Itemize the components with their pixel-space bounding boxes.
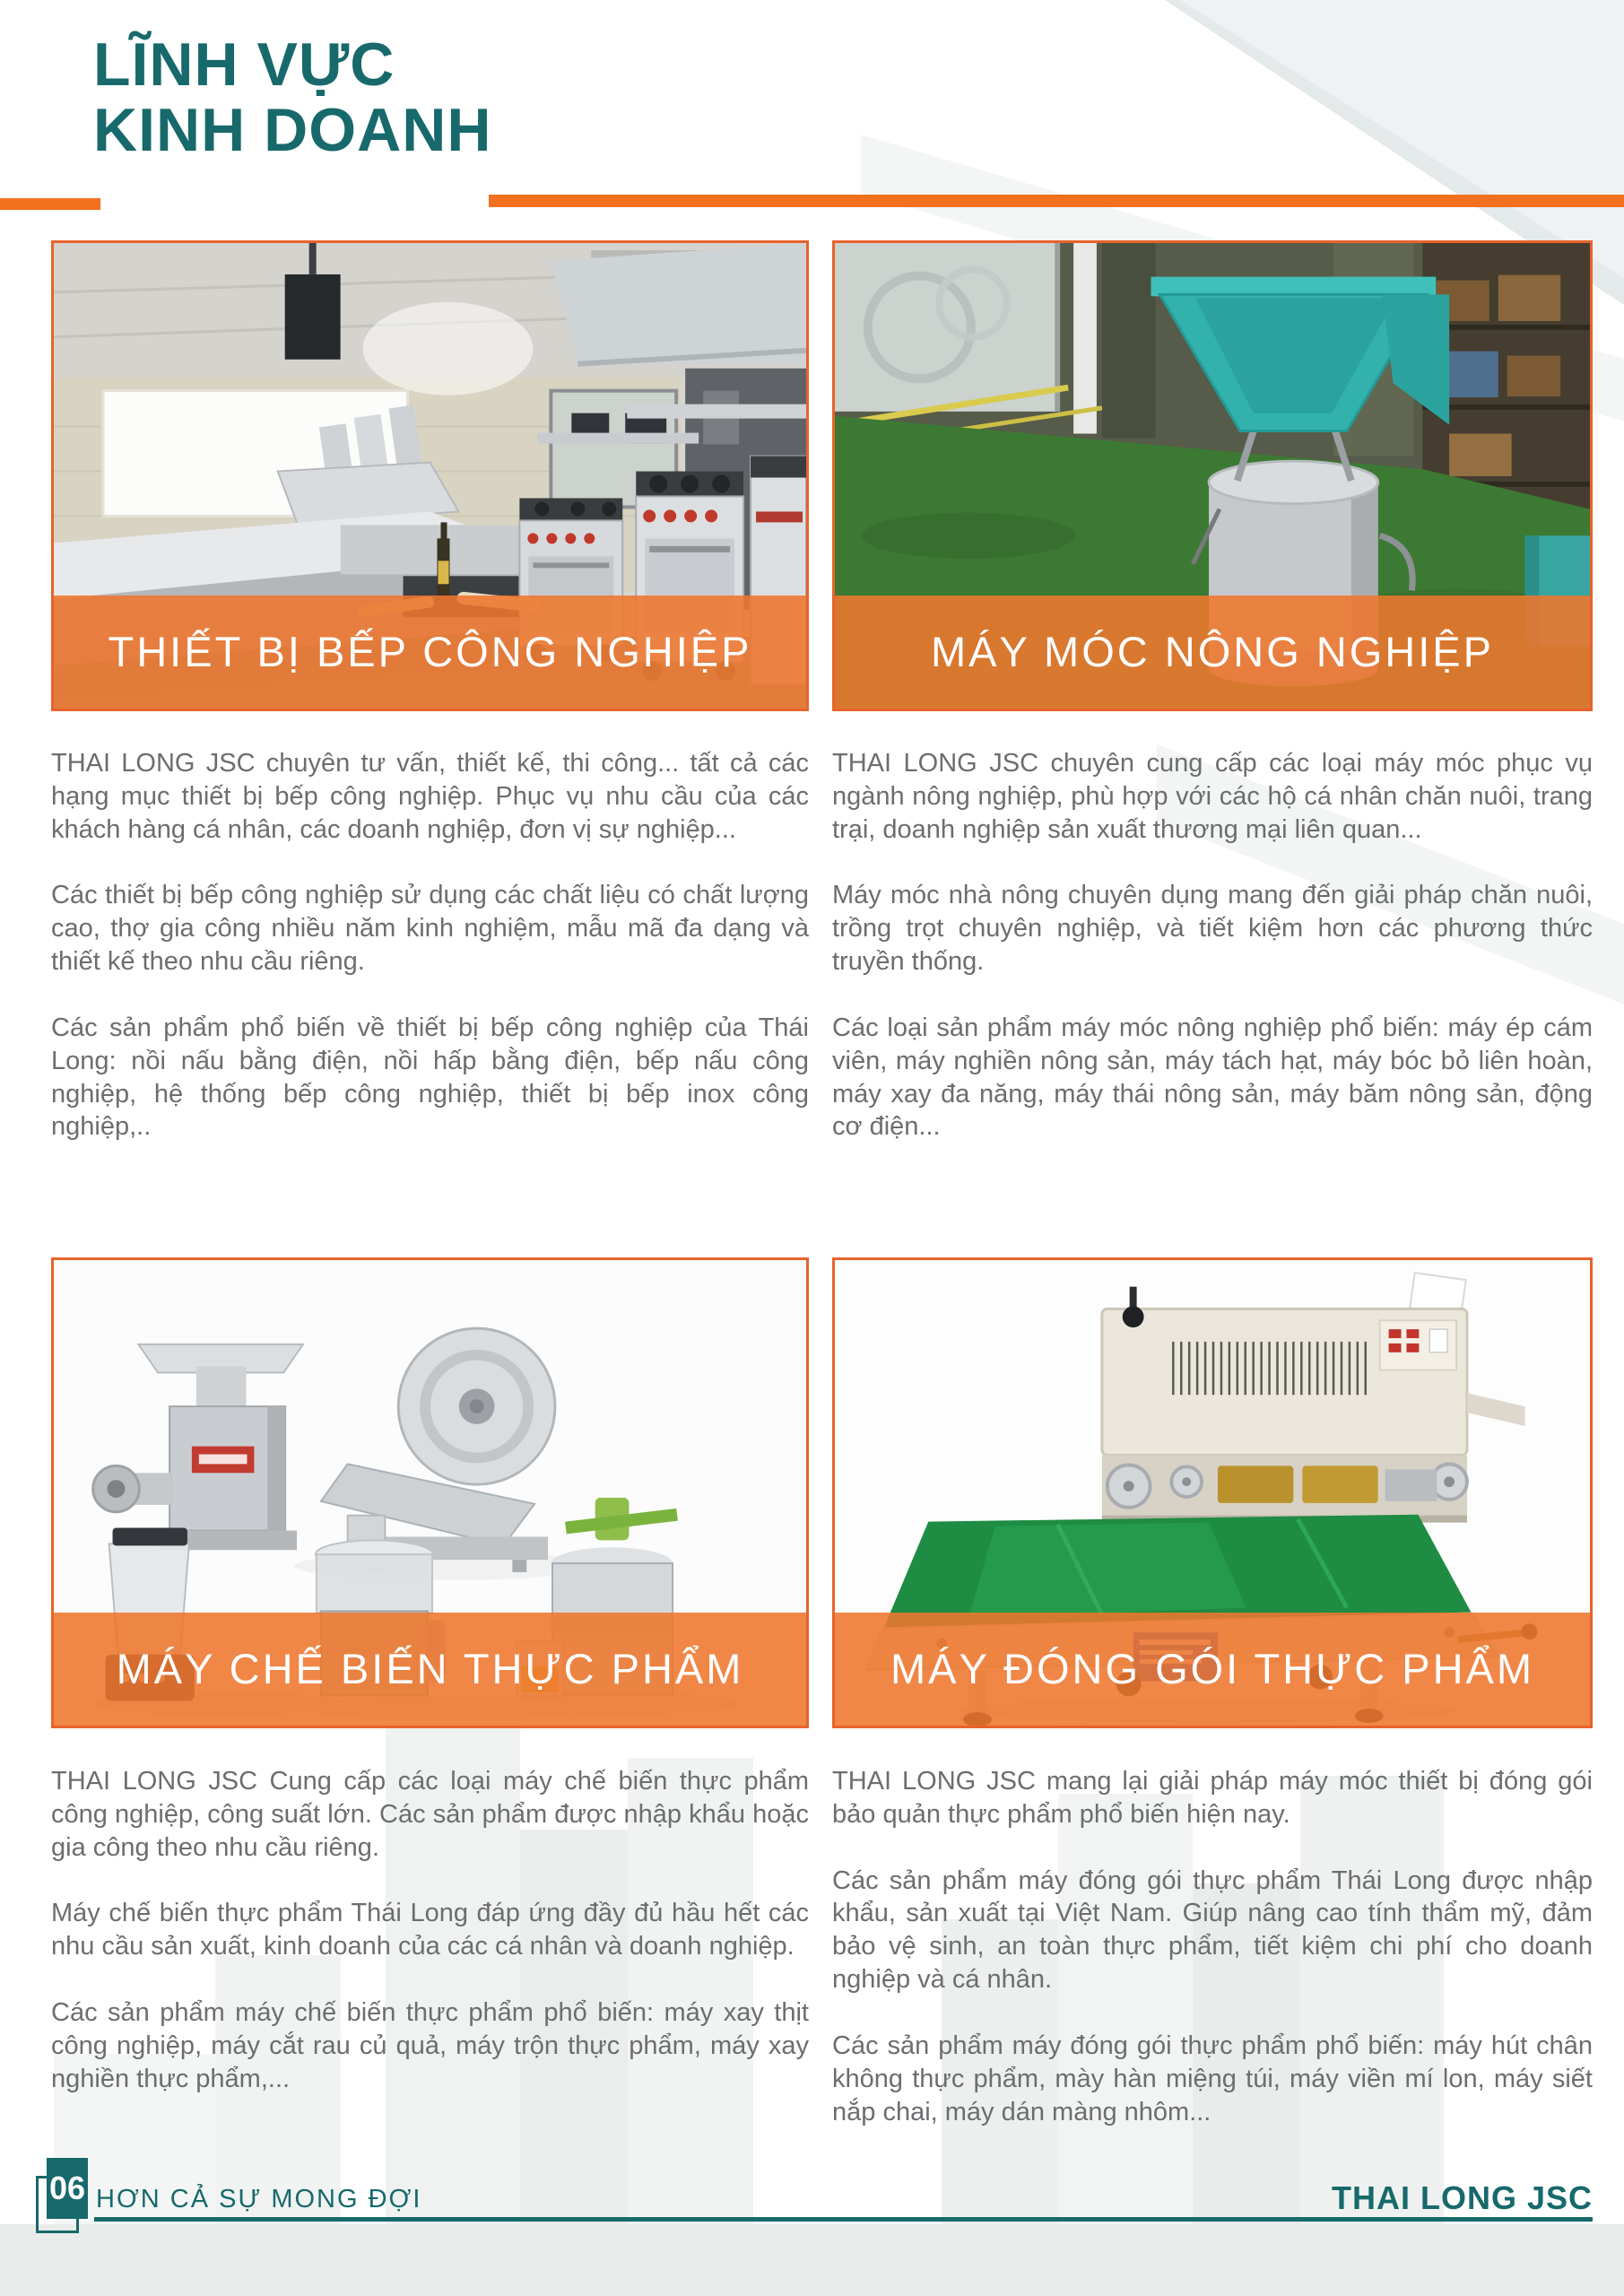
section-card-food-processing [51, 1257, 809, 1728]
footer-divider-line [94, 2217, 1593, 2222]
section-banner [835, 1613, 1590, 1726]
title-accent-rule-left [0, 198, 100, 210]
section-card-kitchen-equipment [51, 240, 809, 711]
section-banner [54, 1613, 806, 1726]
footer-tagline: HƠN CẢ SỰ MONG ĐỢI [96, 2185, 422, 2213]
food-packaging-text [832, 1765, 1593, 2161]
section-card-agricultural-machines [832, 240, 1593, 711]
paragraph: Các sản phẩm phổ biến về thiết bị bếp công nghiệp của Thái Long: nồi nấu bằng điện, nồi hấp bằng điện, bếp nấu công nghiệp, hệ thống bếp công nghiệp, thiết bị bếp inox công nghiệp,.. [51, 1013, 809, 1142]
title-accent-rule-right [489, 195, 1624, 207]
section-banner [835, 596, 1590, 709]
agricultural-machines-text [832, 747, 1593, 1177]
paragraph: Các sản phẩm máy chế biến thực phẩm phổ biến: máy xay thịt công nghiệp, máy cắt rau củ quả, máy trộn thực phẩm, máy xay nghiền thực phẩm,... [51, 1998, 809, 2093]
section-card-food-packaging [832, 1257, 1593, 1728]
page-title [93, 32, 491, 164]
footer-brand: THAI LONG JSC [1331, 2179, 1593, 2216]
paragraph: Máy móc nhà nông chuyên dụng mang đến giải pháp chăn nuôi, trồng trọt chuyên nghiệp, và tiết kiệm hơn các phương thức truyền thống. [832, 881, 1593, 977]
paragraph: Máy chế biến thực phẩm Thái Long đáp ứng đầy đủ hầu hết các nhu cầu sản xuất, kinh doanh của các cá nhân và doanh nghiệp. [51, 1899, 809, 1961]
page-number-badge [47, 2158, 88, 2219]
section-banner-label: MÁY ĐÓNG GÓI THỰC PHẨM [890, 1645, 1535, 1693]
page-title-line2: KINH DOANH [93, 96, 492, 165]
paragraph: THAI LONG JSC chuyên tư vấn, thiết kế, thi công... tất cả các hạng mục thiết bị bếp công nghiệp. Phục vụ nhu cầu của các khách hàng cá nhân, các doanh nghiệp, đơn vị sự nghiệp... [51, 749, 809, 844]
paragraph: Các sản phẩm máy đóng gói thực phẩm phổ biến: máy hút chân không thực phẩm, mày hàn miệng túi, máy viền mí lon, máy siết nắp chai, máy dán màng nhôm... [832, 2031, 1593, 2126]
paragraph: THAI LONG JSC mang lại giải pháp máy móc thiết bị đóng gói bảo quản thực phẩm phổ biến hiện nay. [832, 1767, 1593, 1829]
paragraph: Các sản phẩm máy đóng gói thực phẩm Thái Long được nhập khẩu, sản xuất tại Việt Nam. Giúp nâng cao tính thẩm mỹ, đảm bảo vệ sinh, an toàn thực phẩm, tiết kiệm chi phí cho doanh nghiệp và cá nhân. [832, 1866, 1593, 1995]
page-number: 06 [48, 2170, 86, 2206]
paragraph: THAI LONG JSC chuyên cung cấp các loại máy móc phục vụ ngành nông nghiệp, phù hợp với các hộ cá nhân chăn nuôi, trang trại, doanh nghiệp sản xuất thương mại liên quan... [832, 749, 1593, 844]
section-banner-label: MÁY CHẾ BIẾN THỰC PHẨM [116, 1645, 744, 1693]
section-banner-label: THIẾT BỊ BẾP CÔNG NGHIỆP [108, 628, 752, 676]
paragraph: Các loại sản phẩm máy móc nông nghiệp phổ biến: máy ép cám viên, máy nghiền nông sản, máy tách hạt, máy bóc bỏ liên hoàn, máy xay đa năng, máy thái nông sản, máy băm nông sản, động cơ điện... [832, 1013, 1593, 1142]
kitchen-equipment-text [51, 747, 809, 1177]
page-title-line1: LĨNH VỰC [93, 30, 395, 99]
paragraph: Các thiết bị bếp công nghiệp sử dụng các chất liệu có chất lượng cao, thợ gia công nhiều năm kinh nghiệm, mẫu mã đa dạng và thiết kế theo nhu cầu riêng. [51, 881, 809, 977]
paragraph: THAI LONG JSC Cung cấp các loại máy chế biến thực phẩm công nghiệp, công suất lớn. Các sản phẩm được nhập khẩu hoặc gia công theo nhu cầu riêng. [51, 1767, 809, 1862]
section-banner-label: MÁY MÓC NÔNG NGHIỆP [930, 628, 1495, 676]
section-banner [54, 596, 806, 709]
food-processing-text [51, 1765, 809, 2129]
